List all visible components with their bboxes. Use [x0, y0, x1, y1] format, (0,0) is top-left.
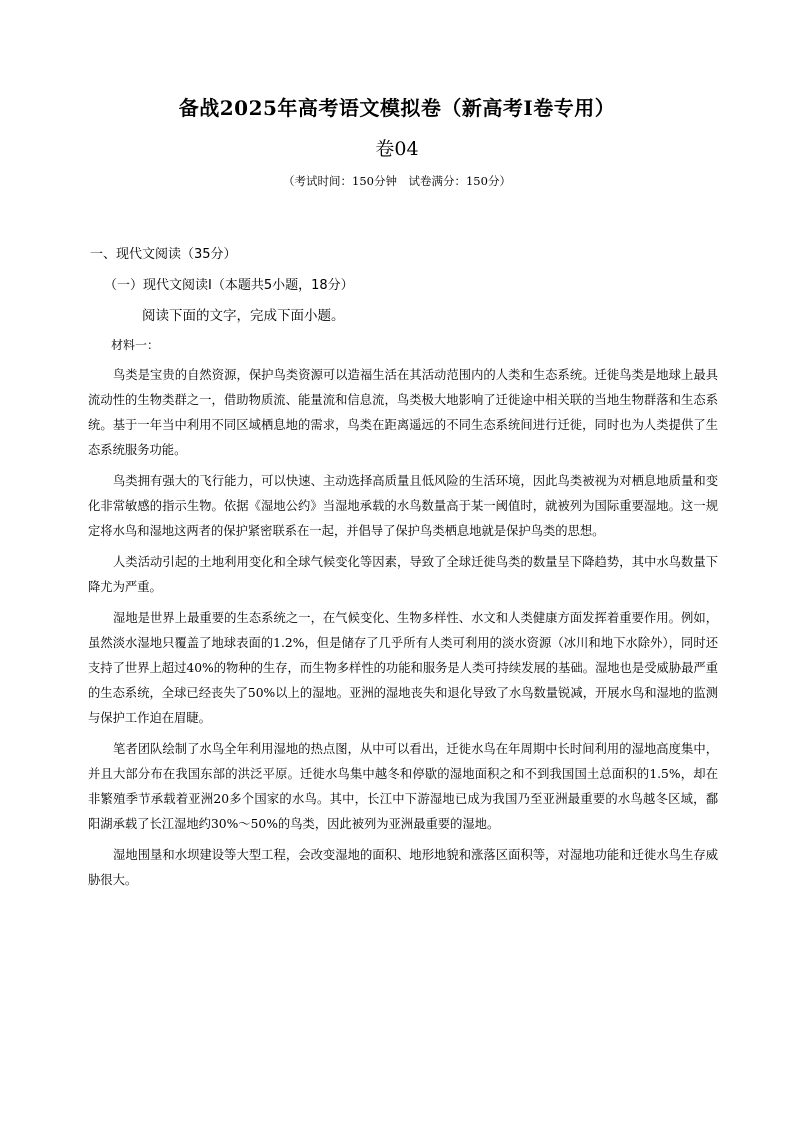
- paragraph: 笔者团队绘制了水鸟全年利用湿地的热点图，从中可以看出，迁徙水鸟在年周期中长时间利用的湿地高度集中，并且大部分布在我国东部的洪泛平原。迁徙水鸟集中越冬和停歇的湿地面积之和不到我国国土总面积的1.5%，却在非繁殖季节承载着亚洲20多个国家的水鸟。其中，长江中下游湿地已成为我国乃至亚洲最重要的水鸟越冬区域，鄱阳湖承载了长江湿地约30%～50%的鸟类，因此被列为亚洲最重要的湿地。: [88, 742, 718, 831]
- paragraph: 鸟类是宝贵的自然资源，保护鸟类资源可以造福生活在其活动范围内的人类和生态系统。迁徙鸟类是地球上最具流动性的生物类群之一，借助物质流、能量流和信息流，鸟类极大地影响了迁徙途中相关联的当地生物群落和生态系统。基于一年当中利用不同区域栖息地的需求，鸟类在距离遥远的不同生态系统间进行迁徙，同时也为人类提供了生态系统服务功能。: [88, 368, 718, 457]
- passage-body: [88, 363, 718, 899]
- material-label: 材料一：: [111, 338, 160, 352]
- paragraph: 人类活动引起的土地利用变化和全球气候变化等因素，导致了全球迁徙鸟类的数量呈下降趋势，其中水鸟数量下降尤为严重。: [88, 555, 718, 594]
- paragraph: 鸟类拥有强大的飞行能力，可以快速、主动选择高质量且低风险的生活环境，因此鸟类被视为对栖息地质量和变化非常敏感的指示生物。依据《湿地公约》当湿地承载的水鸟数量高于某一阈值时，就被列为国际重要湿地。这一规定将水鸟和湿地这两者的保护紧密联系在一起，并倡导了保护鸟类栖息地就是保护鸟类的思想。: [88, 474, 718, 538]
- paragraph: 湿地是世界上最重要的生态系统之一，在气候变化、生物多样性、水文和人类健康方面发挥着重要作用。例如，虽然淡水湿地只覆盖了地球表面的1.2%，但是储存了几乎所有人类可利用的淡水资源（冰川和地下水除外），同时还支持了世界上超过40%的物种的生存，而生物多样性的功能和服务是人类可持续发展的基础。湿地也是受威胁最严重的生态系统，全球已经丧失了50%以上的湿地。亚洲的湿地丧失和退化导致了水鸟数量锐减，开展水鸟和湿地的监测与保护工作迫在眉睫。: [88, 611, 718, 725]
- paper-subtitle: 卷04: [375, 138, 419, 160]
- paper-title: 备战2025年高考语文模拟卷（新高考Ⅰ卷专用）: [178, 96, 616, 120]
- subsection-heading: （一）现代文阅读Ⅰ（本题共5小题，18分）: [104, 278, 354, 293]
- paragraph: 湿地围垦和水坝建设等大型工程，会改变湿地的面积、地形地貌和涨落区面积等，对湿地功能和迁徙水鸟生存威胁很大。: [88, 848, 718, 887]
- reading-instruction: 阅读下面的文字，完成下面小题。: [142, 308, 345, 324]
- section-heading: 一、现代文阅读（35分）: [90, 247, 237, 262]
- exam-info: （考试时间：150分钟 试卷满分：150分）: [283, 174, 511, 188]
